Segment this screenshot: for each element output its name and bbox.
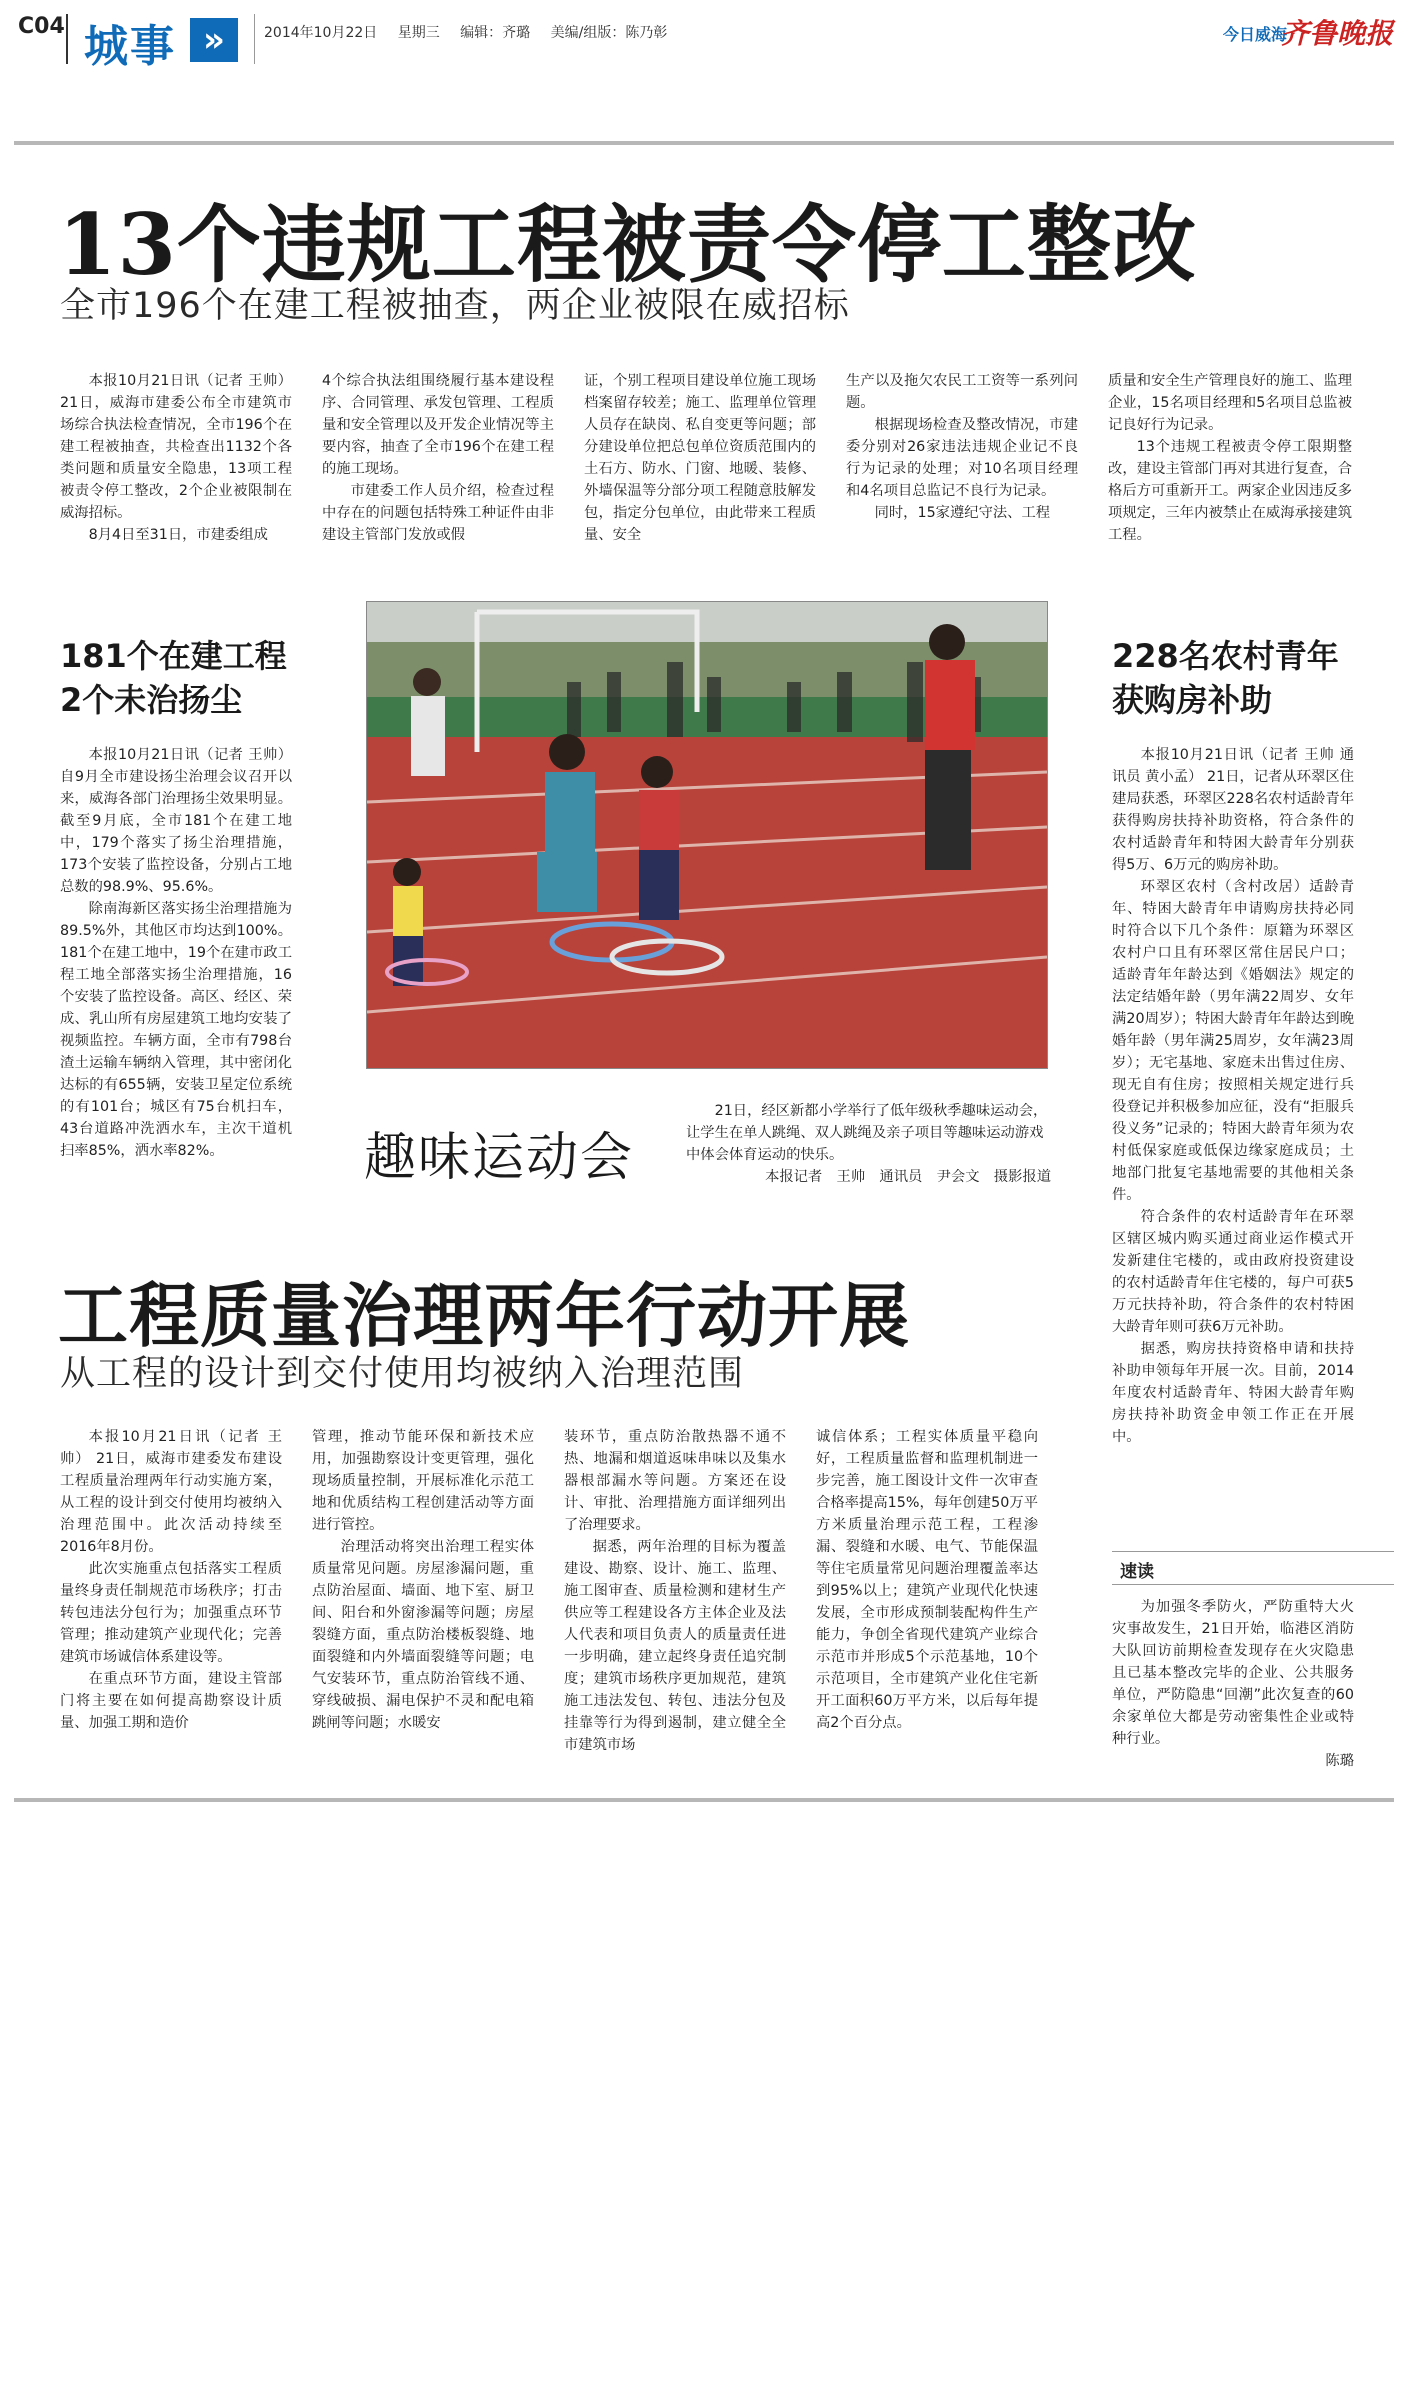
story4-col-4	[816, 1426, 1038, 1734]
story3-p2: 环翠区农村（含村改居）适龄青年、特困大龄青年申请购房扶持必同时符合以下几个条件：原籍为环翠区农村户口且有环翠区常住居民户口；适龄青年年龄达到《婚姻法》规定的法定结婚年龄（男年满22周岁、女年满20周岁）；特困大龄青年年龄达到晚婚年龄（男年满25周岁，女年满23周岁）；无宅基地、家庭未出售过住房、现无自有住房；按照相关规定进行兵役登记并积极参加应征，没有“拒服兵役义务”记录的；特困大龄青年须为农村低保家庭或低保边缘家庭成员；土地部门批复宅基地需要的其他相关条件。	[1112, 879, 1354, 1203]
story1-col-4	[846, 370, 1078, 524]
story4-col1-p3: 在重点环节方面，建设主管部门将主要在如何提高勘察设计质量、加强工期和造价	[60, 1671, 282, 1731]
story4-col1-p2: 此次实施重点包括落实工程质量终身责任制规范市场秩序；打击转包违法分包行为；加强重点环节管理；推动建筑产业现代化；完善建筑市场诚信体系建设等。	[60, 1561, 282, 1665]
story2-p2: 除南海新区落实扬尘治理措施为89.5%外，其他区市均达到100%。181个在建工地中，19个在建市政工程工地全部落实扬尘治理措施，16个安装了监控设备。高区、经区、荣成、乳山所有房屋建筑工地均安装了视频监控。车辆方面，全市有798台渣土运输车辆纳入管理，其中密闭化达标的有655辆，安装卫星定位系统的有101台；城区有75台机扫车，43台道路冲洗洒水车，主次干道机扫率85%，洒水率82%。	[60, 901, 292, 1159]
issue-date: 2014年10月22日	[264, 25, 378, 41]
story1-col-2	[322, 370, 554, 546]
story2-p1: 本报10月21日讯（记者 王帅） 自9月全市建设扬尘治理会议召开以来，威海各部门治理扬尘效果明显。截至9月底，全市181个在建工地中，179个落实了扬尘治理措施，173个安装了监控设备，分别占工地总数的98.9%、95.6%。	[60, 747, 292, 895]
story4-col-1	[60, 1426, 282, 1734]
header-divider	[66, 14, 68, 64]
story4-col2-p2: 治理活动将突出治理工程实体质量常见问题。房屋渗漏问题，重点防治屋面、墙面、地下室、厨卫间、阳台和外窗渗漏等问题；房屋裂缝方面，重点防治楼板裂缝、地面裂缝和内外墙面裂缝等问题；电气安装环节，重点防治管线不通、穿线破损、漏电保护不灵和配电箱跳闸等问题；水暖安	[312, 1539, 534, 1731]
story1-col1-p2: 8月4日至31日，市建委组成	[88, 527, 268, 543]
story1-col2-p1: 4个综合执法组围绕履行基本建设程序、合同管理、承发包管理、工程质量和安全管理以及开发企业情况等主要内容，抽查了全市196个在建工程的施工现场。	[322, 373, 554, 477]
story2-headline-line2: 2个未治扬尘	[60, 681, 243, 719]
story1-col-3	[584, 370, 816, 546]
story3-p4: 据悉，购房扶持资格申请和扶持补助申领每年开展一次。目前，2014年度农村适龄青年、特困大龄青年购房扶持补助资金申领工作正在开展中。	[1112, 1341, 1354, 1445]
story4-headline: 工程质量治理两年行动开展	[58, 1274, 910, 1357]
photo-title: 趣味运动会	[364, 1128, 635, 1188]
story3-body	[1112, 744, 1354, 1448]
story1-col4-p1: 生产以及拖欠农民工工资等一系列问题。	[846, 373, 1078, 411]
story1-col4-p2: 根据现场检查及整改情况，市建委分别对26家违法违规企业记不良行为记录的处理；对10名项目经理和4名项目总监记不良行为记录。	[846, 417, 1078, 499]
story3-p3: 符合条件的农村适龄青年在环翠区辖区城内购买通过商业运作模式开发新建住宅楼的，或由政府投资建设的农村适龄青年住宅楼的，每户可获5万元扶持补助，符合条件的农村特困大龄青年则可获6万元补助。	[1112, 1209, 1354, 1335]
story3-headline	[1112, 634, 1372, 722]
story1-col4-p3: 同时，15家遵纪守法、工程	[874, 505, 1051, 521]
story1-col3-p1: 证，个别工程项目建设单位施工现场档案留存较差；施工、监理单位管理人员存在缺岗、私自变更等问题；部分建设单位把总包单位资质范围内的土石方、防水、门窗、地暖、装修、外墙保温等分部分项工程随意肢解发包，指定分包单位，由此带来工程质量、安全	[584, 373, 816, 543]
story1-col1-p1: 本报10月21日讯（记者 王帅） 21日，威海市建委公布全市建筑市场综合执法检查情况，全市196个在建工程被抽查，共检查出1132个各类问题和质量安全隐患，13项工程被责令停工整改，2个企业被限制在威海招标。	[60, 373, 292, 521]
section-arrow-icon: »	[190, 18, 238, 62]
story4-col1-p1: 本报10月21日讯（记者 王帅） 21日，威海市建委发布建设工程质量治理两年行动实施方案，从工程的设计到交付使用均被纳入治理范围中。此次活动持续至2016年8月份。	[60, 1429, 282, 1555]
story3-p1: 本报10月21日讯（记者 王帅 通讯员 黄小孟） 21日，记者从环翠区住建局获悉，环翠区228名农村适龄青年获得购房扶持补助资格，符合条件的农村适龄青年和特困大龄青年分别获得5万、6万元的购房补助。	[1112, 747, 1354, 873]
story2-headline-line1: 181个在建工程	[60, 637, 287, 675]
story4-col-2	[312, 1426, 534, 1734]
story3-headline-line1: 228名农村青年	[1112, 637, 1339, 675]
story4-col-3	[564, 1426, 786, 1756]
photo-illustration	[367, 602, 1047, 1068]
story1-col-1	[60, 370, 292, 546]
designer-credit: 美编/组版：陈乃彰	[550, 25, 668, 41]
story4-col4-p1: 诚信体系；工程实体质量平稳向好，工程质量监督和监理机制进一步完善，施工图设计文件一次审查合格率提高15%，每年创建50万平方米质量治理示范工程，工程渗漏、裂缝和水暖、电气、节能保温等住宅质量常见问题治理覆盖率达到95%以上；建筑产业现代化快速发展，全市形成预制装配构件生产能力，争创全省现代建筑产业综合示范市并形成5个示范基地，10个示范项目，全市建筑产业化住宅新开工面积60万平方米，以后每年提高2个百分点。	[816, 1429, 1038, 1731]
photo-caption	[686, 1100, 1051, 1188]
story2-headline	[60, 634, 320, 722]
story3-headline-line2: 获购房补助	[1112, 681, 1273, 719]
brief-author: 陈璐	[1325, 1753, 1354, 1769]
top-rule	[14, 141, 1394, 145]
section-title: 城事	[84, 21, 176, 72]
story1-subheadline: 全市196个在建工程被抽查，两企业被限在威招标	[60, 286, 850, 326]
story4-subheadline: 从工程的设计到交付使用均被纳入治理范围	[60, 1354, 745, 1394]
story4-col2-p1: 管理，推动节能环保和新技术应用，加强勘察设计变更管理，强化现场质量控制，开展标准化示范工地和优质结构工程创建活动等方面进行管控。	[312, 1429, 534, 1533]
page-number: C04	[18, 14, 65, 39]
story4-col3-p2: 据悉，两年治理的目标为覆盖建设、勘察、设计、施工、监理、施工图审查、质量检测和建材生产供应等工程建设各方主体企业及法人代表和项目负责人的质量责任进一步明确，建立起终身责任追究制度；建筑市场秩序更加规范，建筑施工违法发包、转包、违法分包及挂靠等行为得到遏制，建立健全全市建筑市场	[564, 1539, 786, 1753]
brief-label: 速读	[1120, 1562, 1154, 1582]
sports-day-photo	[366, 601, 1048, 1069]
brief-body	[1112, 1596, 1354, 1772]
brief-label-box	[1112, 1551, 1394, 1585]
header-divider-2	[254, 14, 255, 64]
column-name: 今日威海	[1222, 25, 1287, 44]
issue-weekday: 星期三	[397, 25, 440, 41]
story1-col5-p1: 质量和安全生产管理良好的施工、监理企业，15名项目经理和5名项目总监被记良好行为记录。	[1108, 373, 1352, 433]
issue-meta	[264, 22, 683, 42]
story1-headline: 13个违规工程被责令停工整改	[58, 195, 1197, 294]
brief-text: 为加强冬季防火，严防重特大火灾事故发生，21日开始，临港区消防大队回访前期检查发现存在火灾隐患且已基本整改完毕的企业、公共服务单位，严防隐患“回潮”此次复查的60余家单位大都是劳动密集性企业或特种行业。	[1112, 1599, 1354, 1747]
story1-col2-p2: 市建委工作人员介绍，检查过程中存在的问题包括特殊工种证件由非建设主管部门发放或假	[322, 483, 554, 543]
story1-col5-p2: 13个违规工程被责令停工限期整改，建设主管部门再对其进行复查，合格后方可重新开工。两家企业因违反多项规定，三年内被禁止在威海承接建筑工程。	[1108, 439, 1352, 543]
photo-caption-text: 21日，经区新都小学举行了低年级秋季趣味运动会，让学生在单人跳绳、双人跳绳及亲子项目等趣味运动游戏中体会体育运动的快乐。	[686, 1103, 1048, 1163]
story2-body	[60, 744, 292, 1162]
newspaper-logo: 齐鲁晚报	[1280, 17, 1393, 50]
bottom-rule	[14, 1798, 1394, 1802]
editor-credit: 编辑：齐璐	[460, 25, 531, 41]
photo-credit: 本报记者 王帅 通讯员 尹会文 摄影报道	[765, 1169, 1051, 1185]
story4-col3-p1: 装环节，重点防治散热器不通不热、地漏和烟道返味串味以及集水器根部漏水等问题。方案还在设计、审批、治理措施方面详细列出了治理要求。	[564, 1429, 786, 1533]
story1-col-5	[1108, 370, 1352, 546]
